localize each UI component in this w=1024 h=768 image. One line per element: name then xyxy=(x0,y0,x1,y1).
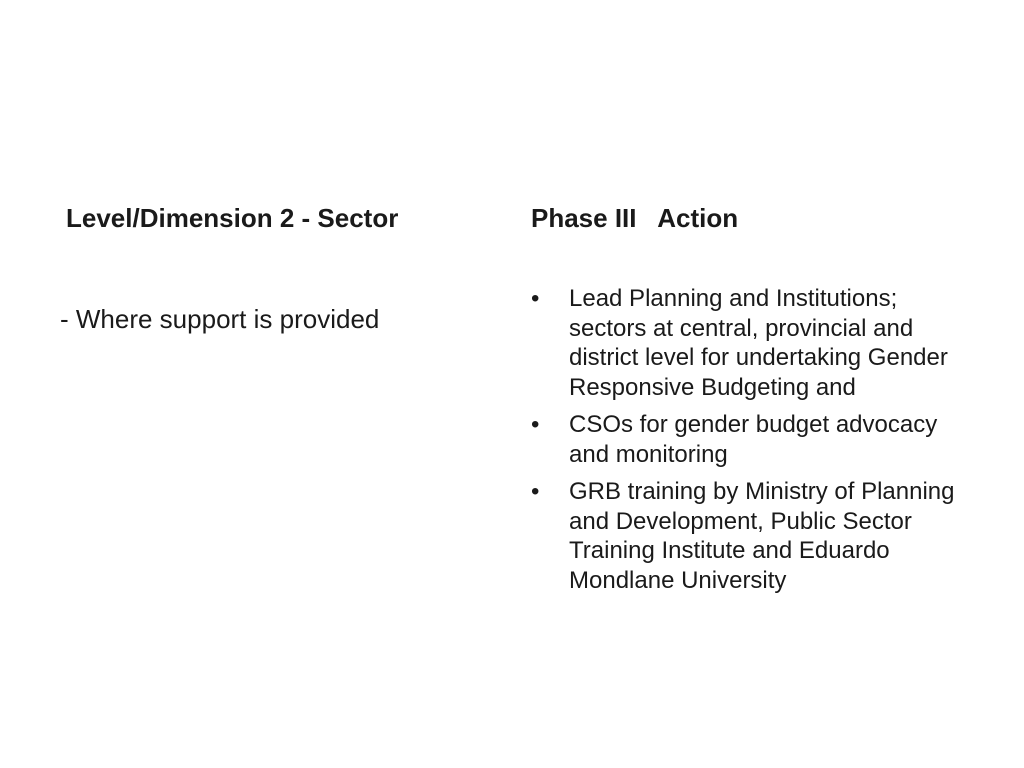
bullet-icon: • xyxy=(531,411,540,438)
bullet-icon: • xyxy=(531,285,540,312)
bullet-text: Lead Planning and Institutions; sectors at central, provincial and district level for undertaking Gender Responsive Budgeting and xyxy=(569,285,948,401)
bullet-item xyxy=(531,284,971,402)
right-column-heading: Phase III Action xyxy=(531,203,739,233)
bullet-list xyxy=(531,284,971,603)
bullet-item xyxy=(531,410,971,469)
left-column-subtext: - Where support is provided xyxy=(60,304,380,334)
bullet-text: CSOs for gender budget advocacy and monitoring xyxy=(569,411,938,468)
bullet-icon: • xyxy=(531,478,540,505)
bullet-text: GRB training by Ministry of Planning and Development, Public Sector Training Institute and Eduardo Mondlane University xyxy=(569,478,955,594)
bullet-item xyxy=(531,477,971,595)
left-column-heading: Level/Dimension 2 - Sector xyxy=(66,203,399,233)
